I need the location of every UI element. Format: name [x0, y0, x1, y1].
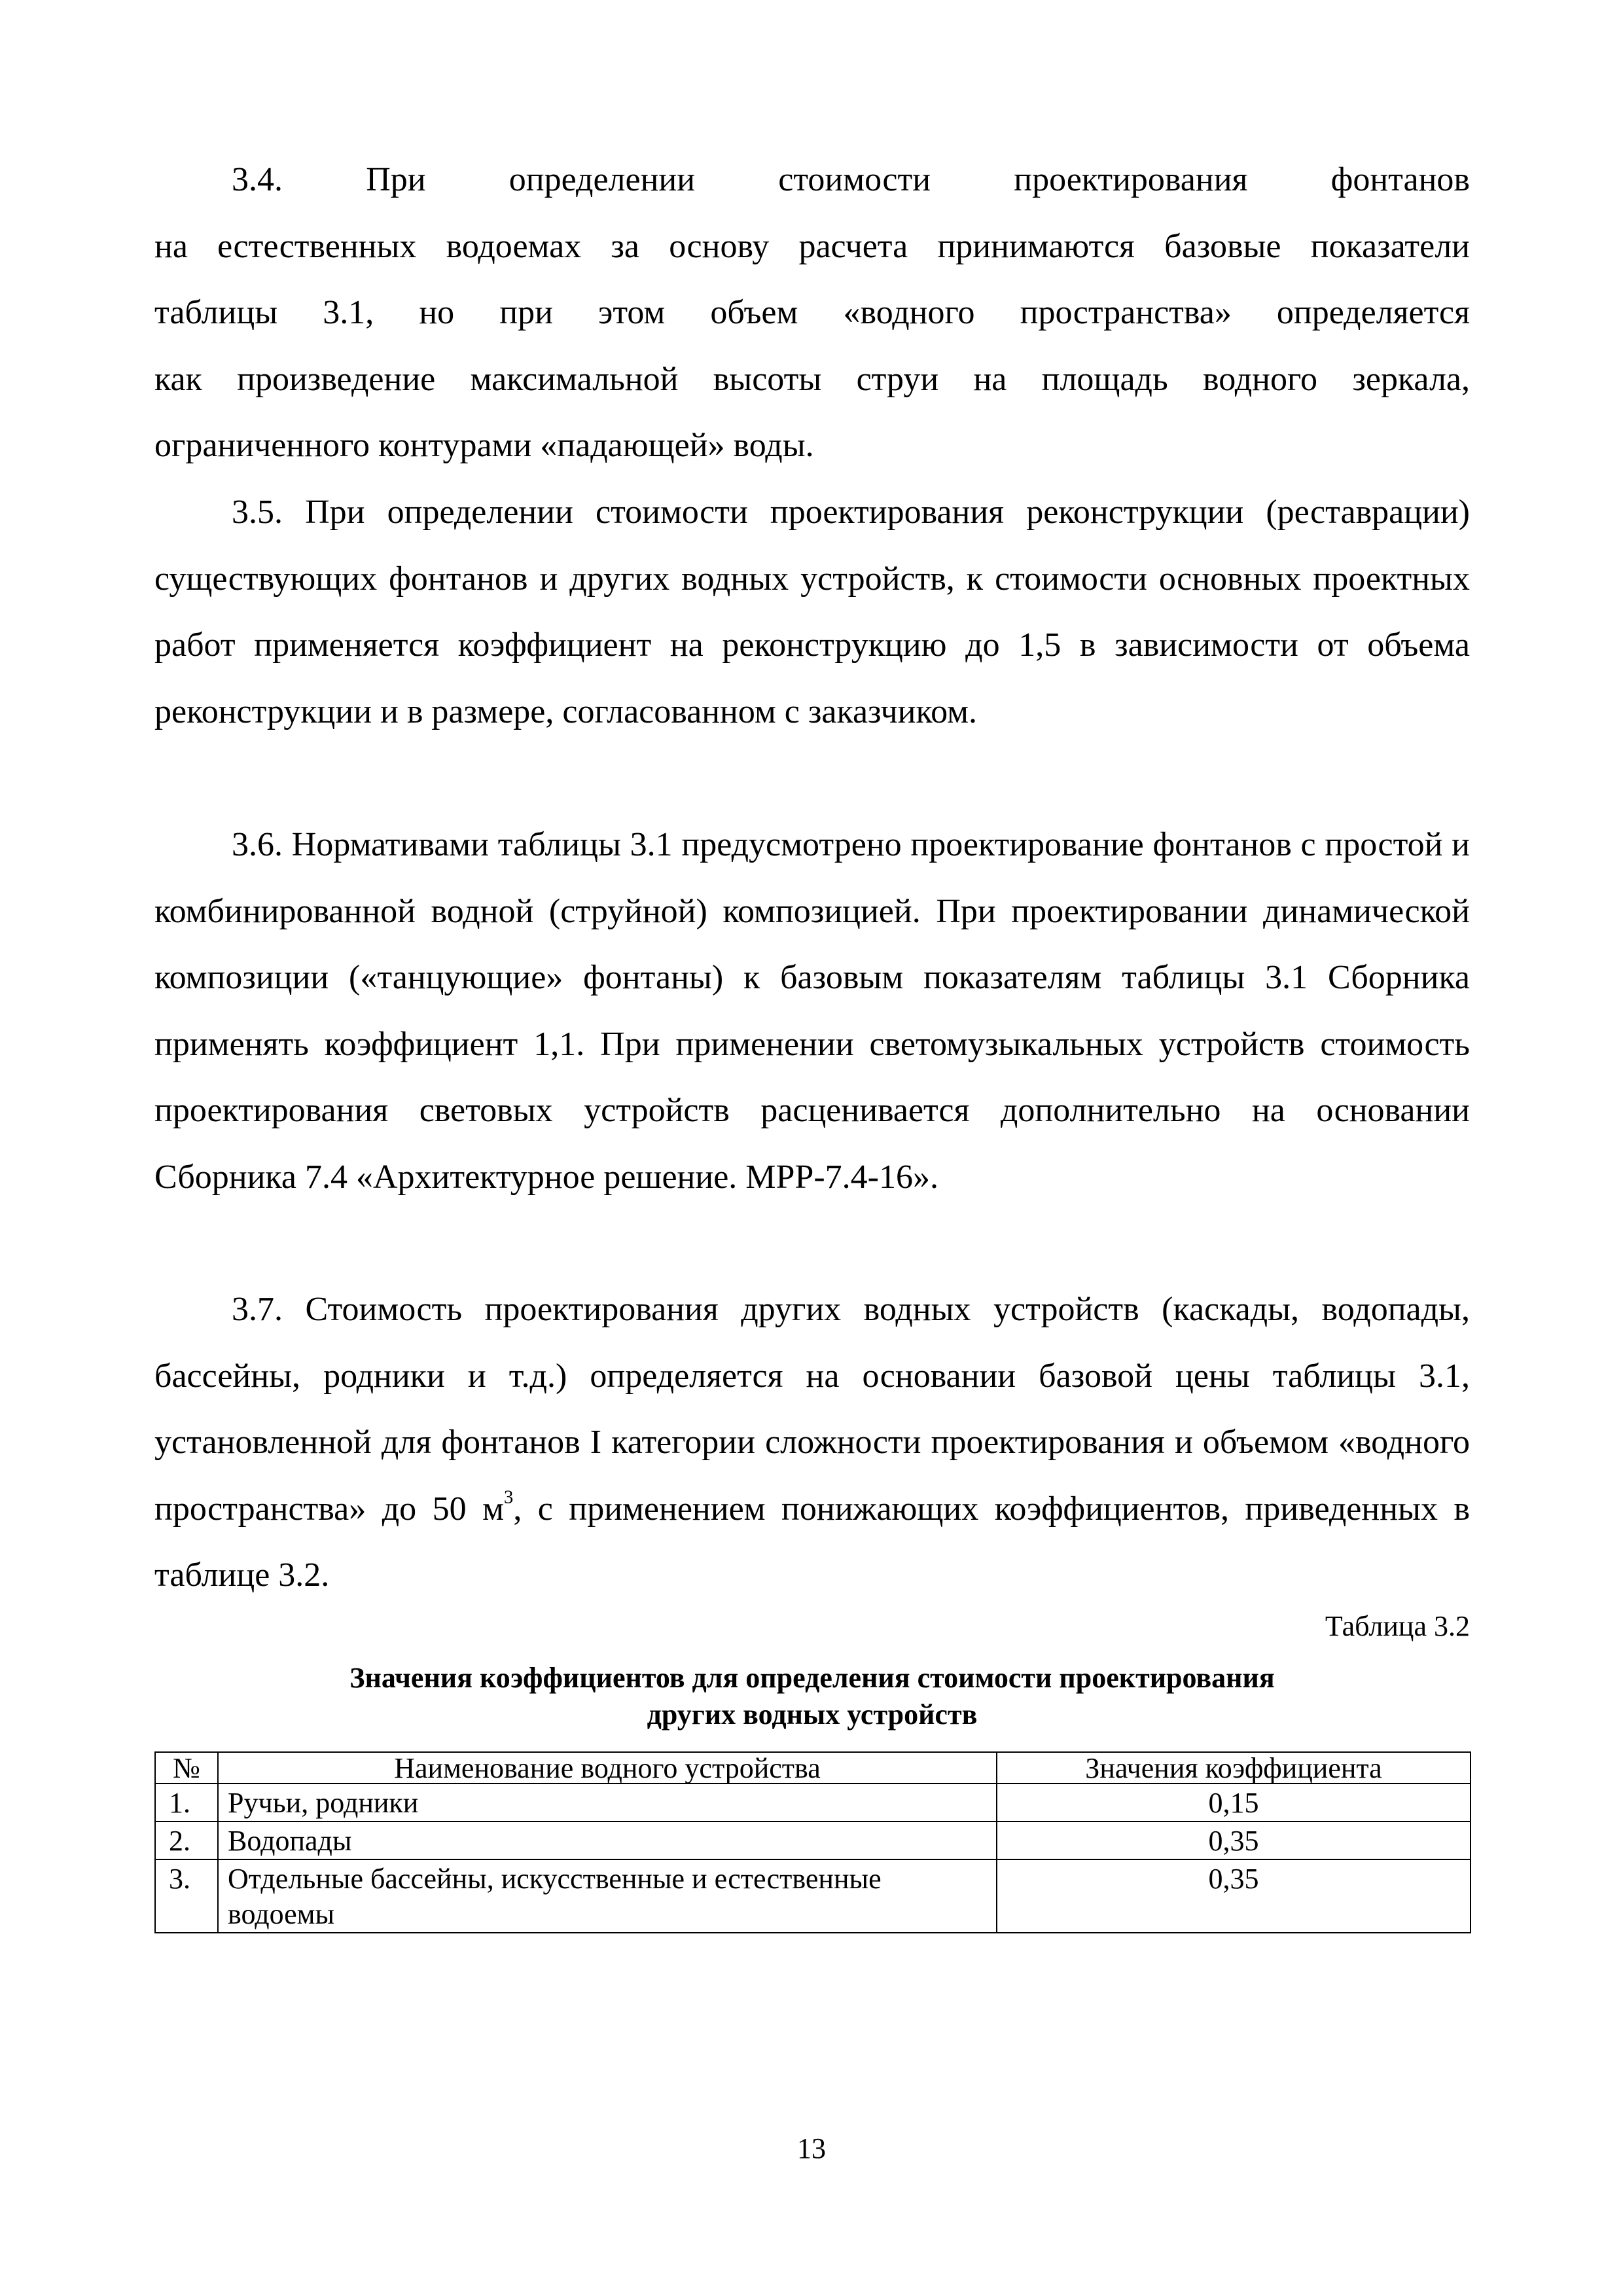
row-name: Отдельные бассейны, искусственные и естественные водоемы — [218, 1859, 997, 1933]
page-number: 13 — [797, 2132, 826, 2164]
table-title-line: Значения коэффициентов для определения стоимости проектирования — [349, 1662, 1275, 1694]
table-row — [155, 1821, 1471, 1859]
row-number: 2. — [155, 1821, 218, 1859]
column-header-value: Значения коэффициента — [997, 1752, 1471, 1784]
row-number: 3. — [155, 1859, 218, 1933]
paragraph-line: 3.4. При определении стоимости проектирования фонтанов — [232, 161, 1470, 198]
paragraph-text: , с применением понижающих коэффициентов, приведенных в таблице 3.2. — [154, 1490, 1470, 1594]
paragraph-3-6: 3.6. Нормативами таблицы 3.1 предусмотрено проектирование фонтанов с простой и комбинированной водной (струйной) композицией. При проектировании динамической композиции («танцующие» фонтаны) к базовым показателям таблицы 3.1 Сборника применять коэффициент 1,1. При применении светомузыкальных устройств стоимость проектирования световых устройств расценивается дополнительно на основании Сборника 7.4 «Архитектурное решение. МРР-7.4-16». — [154, 826, 1470, 1196]
paragraph-3-5: 3.5. При определении стоимости проектирования реконструкции (реставрации) существующих фонтанов и других водных устройств, к стоимости основных проектных работ применяется коэффициент на реконструкцию до 1,5 в зависимости от объема реконструкции и в размере, согласованном с заказчиком. — [154, 493, 1470, 730]
coefficients-table — [154, 1751, 1471, 1933]
table-row — [155, 1859, 1471, 1933]
body-text — [154, 147, 1470, 479]
paragraph-line: на естественных водоемах за основу расчета принимаются базовые показатели — [154, 227, 1470, 265]
row-number: 1. — [155, 1784, 218, 1821]
row-name: Водопады — [218, 1821, 997, 1859]
paragraph-line: как произведение максимальной высоты струи на площадь водного зеркала, — [154, 360, 1470, 398]
table-header-row — [155, 1752, 1471, 1784]
row-value: 0,35 — [997, 1859, 1471, 1933]
paragraph-line: таблицы 3.1, но при этом объем «водного пространства» определяется — [154, 294, 1470, 331]
column-header-name: Наименование водного устройства — [218, 1752, 997, 1784]
superscript-exponent: 3 — [504, 1486, 514, 1507]
table-title — [154, 1660, 1470, 1733]
table-label: Таблица 3.2 — [1325, 1610, 1470, 1642]
paragraph-3-4 — [154, 147, 1470, 479]
row-value: 0,15 — [997, 1784, 1471, 1821]
row-value: 0,35 — [997, 1821, 1471, 1859]
paragraph-text: 3.7. Стоимость проектирования других водных устройств (каскады, водопады, бассейны, родники и т.д.) определяется на основании базовой цены таблицы 3.1, установленной для фонтанов I категории сложности проектирования и объемом «водного пространства» до 50 м — [154, 1291, 1470, 1528]
column-header-number: № — [155, 1752, 218, 1784]
body-text-3 — [154, 812, 1470, 1210]
row-name: Ручьи, родники — [218, 1784, 997, 1821]
paragraph-3-7 — [154, 1276, 1470, 1609]
body-text-4 — [154, 1276, 1470, 1609]
table-row — [155, 1784, 1471, 1821]
table-title-line: других водных устройств — [647, 1698, 978, 1731]
body-text-2 — [154, 479, 1470, 745]
paragraph-line: ограниченного контурами «падающей» воды. — [154, 427, 814, 464]
